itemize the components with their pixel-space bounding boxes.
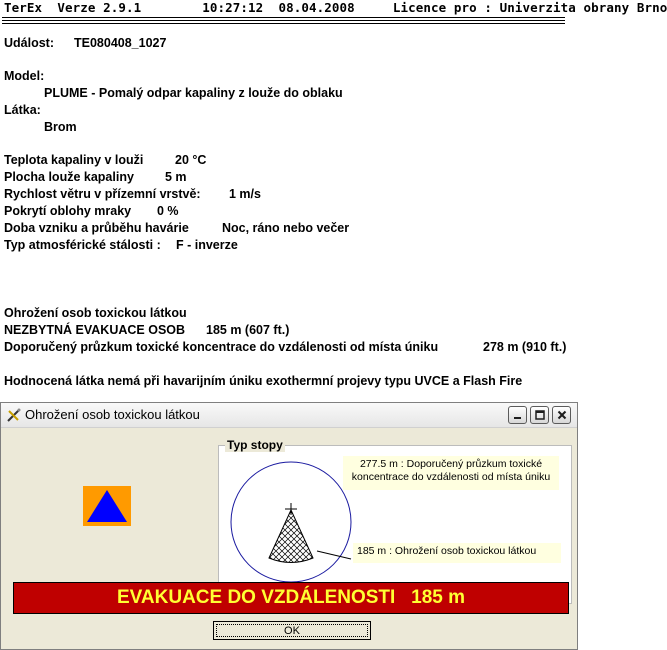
ok-button-label: OK (216, 624, 368, 637)
separator-line (2, 23, 565, 24)
param-label: Plocha louže kapaliny (4, 170, 134, 184)
final-note: Hodnocená látka nemá při havarijním úniku exothermní projevy typu UVCE a Flash Fire (4, 374, 523, 388)
param-label: Typ atmosférické stálosti : (4, 238, 161, 252)
evacuation-value: 185 m (607 ft.) (206, 323, 290, 337)
report-header: TerEx Verze 2.9.1 10:27:12 08.04.2008 Licence pro : Univerzita obrany Brno (4, 0, 667, 15)
evacuation-label: NEZBYTNÁ EVAKUACE OSOB (4, 323, 186, 337)
separator-line (2, 17, 565, 18)
threat-heading: Ohrožení osob toxickou látkou (4, 306, 187, 320)
separator-line (2, 20, 565, 21)
param-value: Noc, ráno nebo večer (222, 221, 350, 235)
param-value: 1 m/s (229, 187, 261, 201)
param-label: Doba vzniku a průběhu havárie (4, 221, 189, 235)
evacuation-banner-text: EVAKUACE DO VZDÁLENOSTI 185 m (116, 587, 466, 608)
param-value: 5 m (165, 170, 187, 184)
warning-pencil-icon (6, 407, 22, 423)
minimize-button[interactable] (508, 406, 527, 424)
param-label: Pokrytí oblohy mraky (4, 204, 132, 218)
event-value: TE080408_1027 (74, 36, 167, 50)
survey-distance-note: 277.5 m : Doporučený průzkum toxické koncentrace do vzdálenosti od místa úniku (343, 456, 559, 490)
param-value: 20 °C (175, 153, 207, 167)
plume-type-panel (218, 438, 572, 604)
dialog-client (1, 428, 577, 649)
survey-label: Doporučený průzkum toxické koncentrace do vzdálenosti od místa úniku (4, 340, 439, 354)
hazard-triangle-icon (83, 486, 131, 526)
param-label: Rychlost větru v přízemní vrstvě: (4, 187, 201, 201)
maximize-icon (531, 407, 548, 423)
dialog-title: Ohrožení osob toxickou látkou (25, 407, 200, 422)
maximize-button[interactable] (530, 406, 549, 424)
close-icon (553, 407, 570, 423)
survey-value: 278 m (910 ft.) (483, 340, 567, 354)
substance-value: Brom (44, 120, 77, 134)
model-value: PLUME - Pomalý odpar kapaliny z louže do oblaku (44, 86, 343, 100)
threat-dialog (0, 402, 578, 650)
threat-distance-note: 185 m : Ohrožení osob toxickou látkou (353, 543, 561, 563)
dialog-titlebar[interactable] (1, 403, 577, 428)
ok-button[interactable] (213, 621, 371, 640)
threat-plume-cone (269, 510, 313, 563)
param-label: Teplota kapaliny v louži (4, 153, 144, 167)
param-value: F - inverze (176, 238, 238, 252)
minimize-icon (509, 407, 526, 423)
plume-type-label: Typ stopy (227, 438, 283, 452)
evacuation-banner (13, 582, 569, 614)
model-label: Model: (4, 69, 45, 83)
close-button[interactable] (552, 406, 571, 424)
substance-label: Látka: (4, 103, 41, 117)
param-value: 0 % (157, 204, 179, 218)
event-label: Událost: (4, 36, 54, 50)
